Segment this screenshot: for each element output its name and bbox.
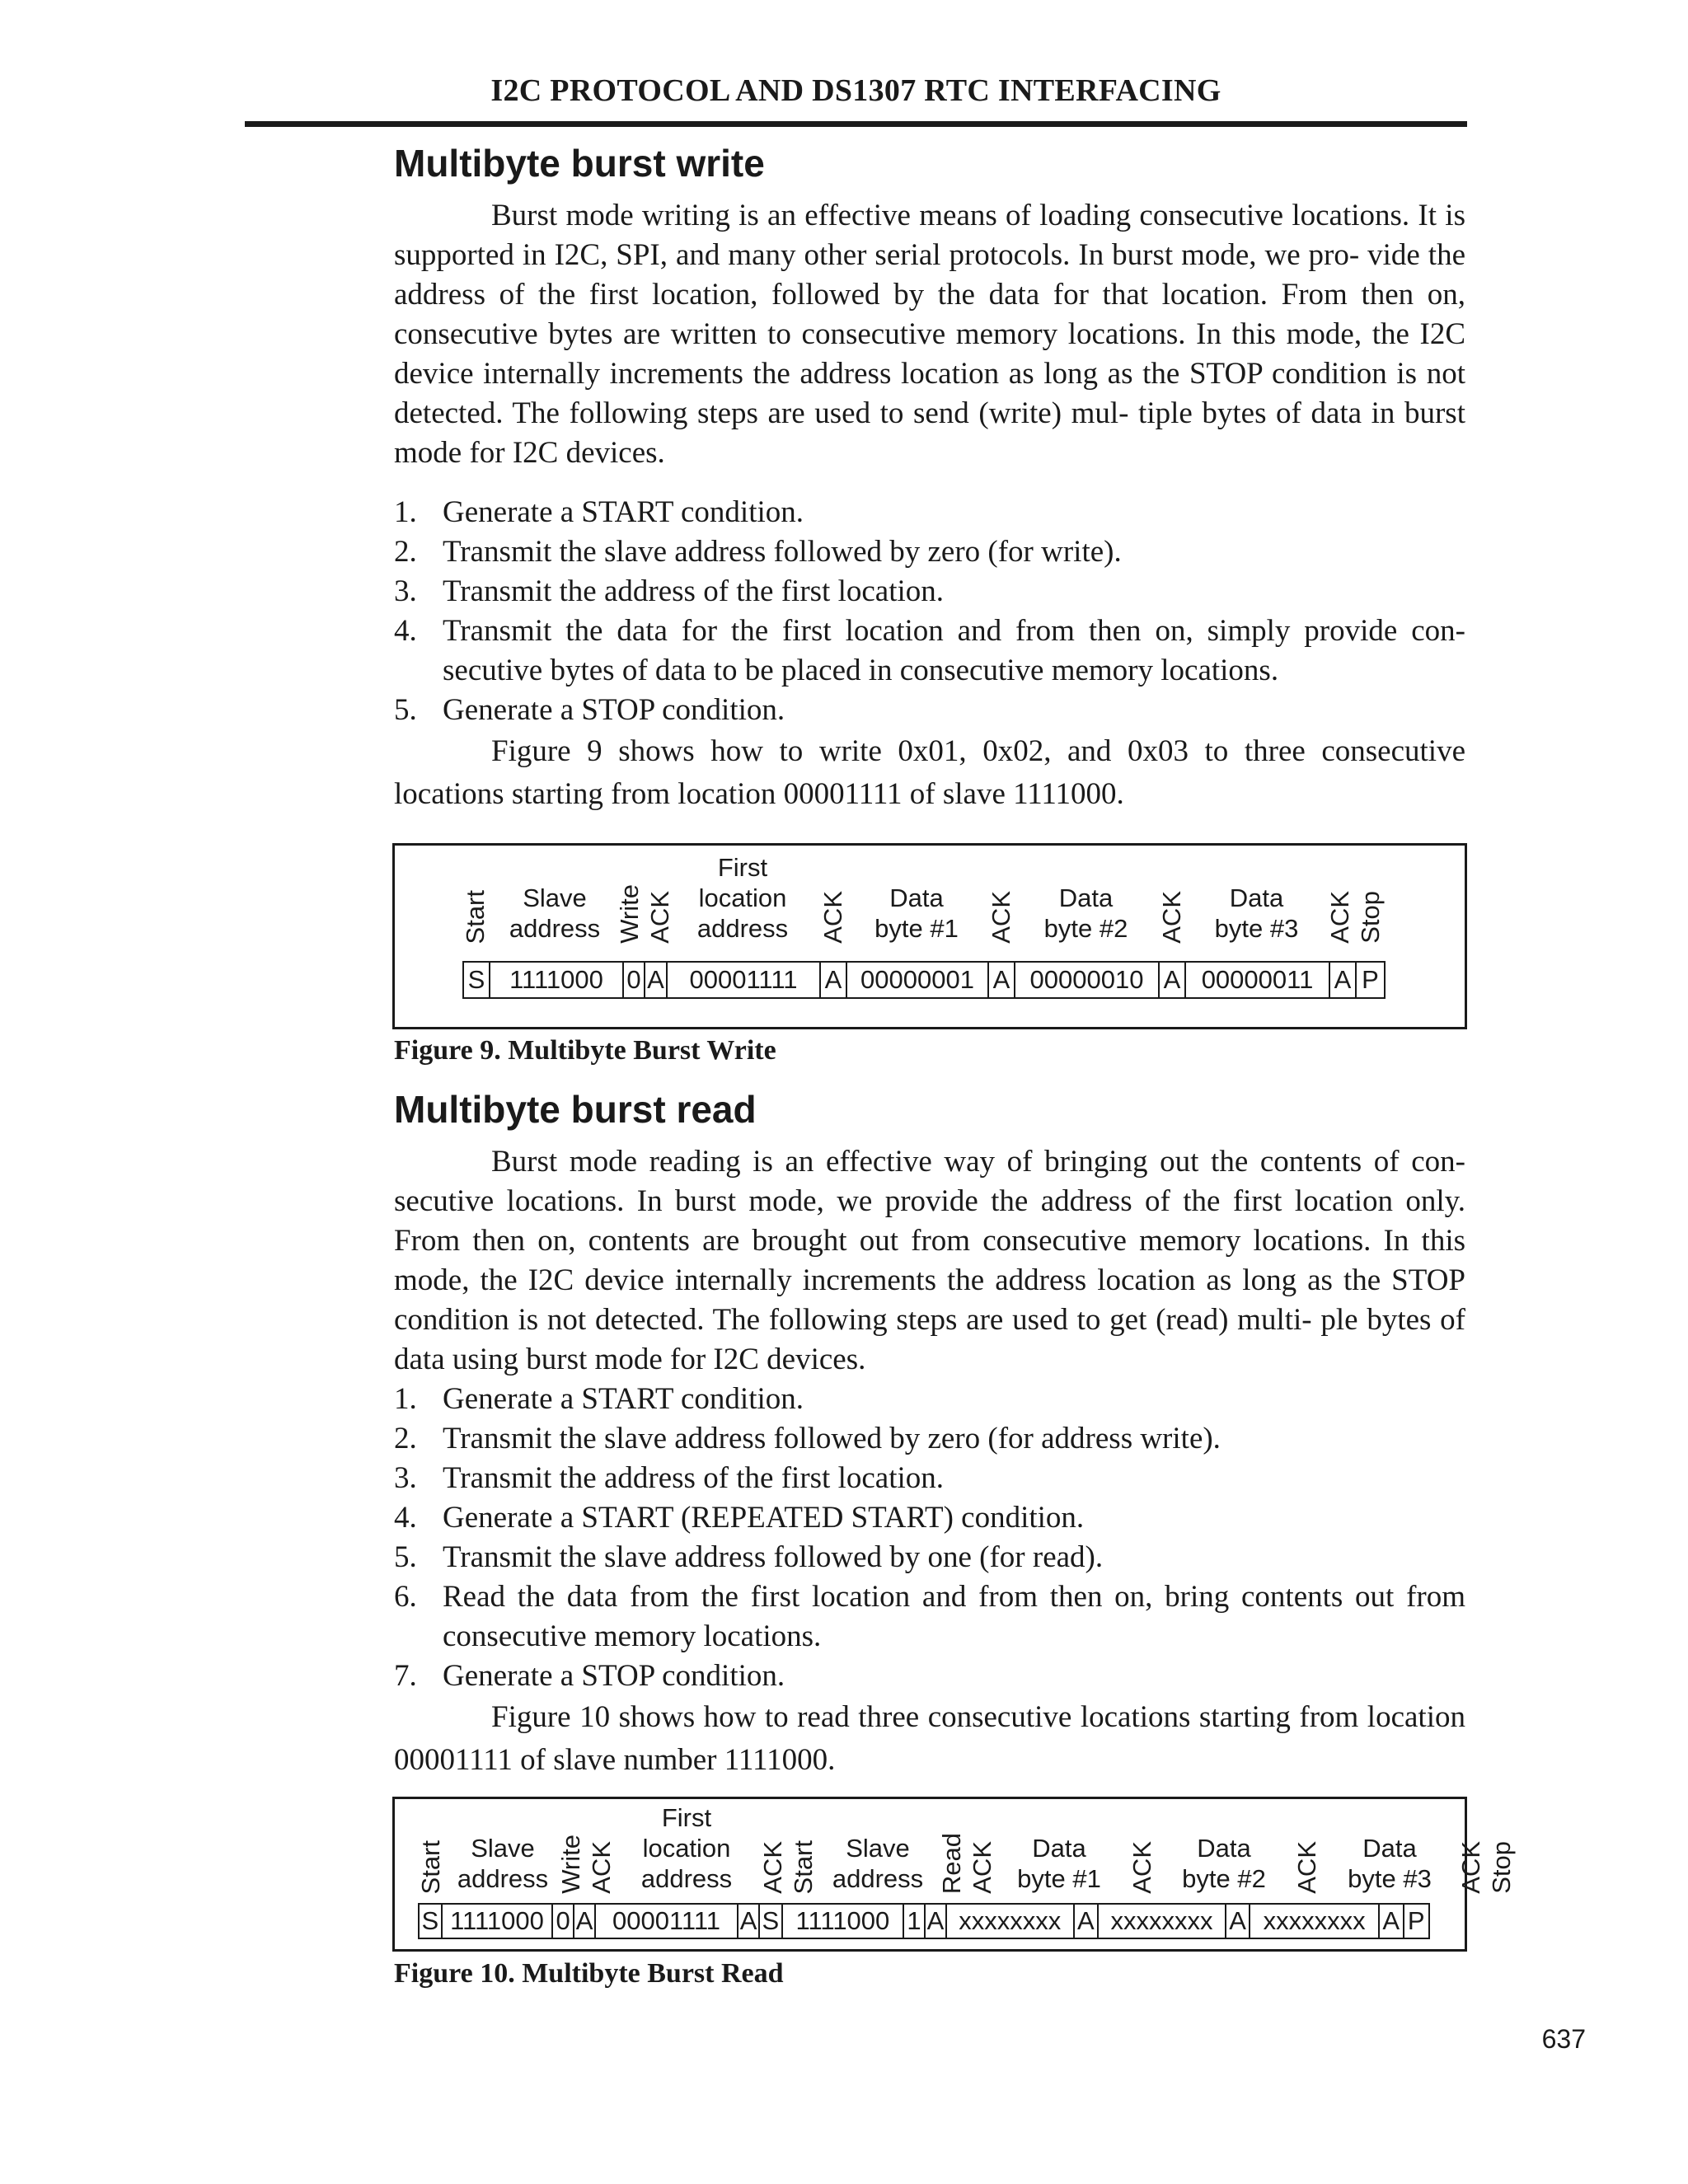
write-figure-ref: Figure 9 shows how to write 0x01, 0x02, and 0x03 to three consecutive locations starting from location 00001111 of slave 1111000. (394, 734, 1465, 811)
list-item: 1. Generate a START condition. (394, 1382, 804, 1416)
cell-ack: A (1226, 1905, 1251, 1938)
list-item: 1. Generate a START condition. (394, 495, 804, 529)
list-item: 4. Generate a START (REPEATED START) condition. (394, 1501, 1085, 1535)
read-figure-ref: Figure 10 shows how to read three consecutive locations starting from location 00001111 of slave number 1111000. (394, 1700, 1465, 1777)
header-first-location: First location address (696, 853, 789, 943)
cell-ack: A (1380, 1905, 1404, 1938)
list-item: 4. Transmit the data for the first location and from then on, simply provide con- secutive bytes of data to be placed in consecutive memory locations. (394, 614, 1465, 687)
list-item: 5. Generate a STOP condition. (394, 693, 785, 727)
cell-data-1: xxxxxxxx (947, 1905, 1075, 1938)
cell-slave-address: 1111000 (443, 1905, 553, 1938)
read-heading: Multibyte burst read (394, 1088, 757, 1131)
header-ack: ACK (1292, 1841, 1321, 1894)
cell-ack: A (738, 1905, 760, 1938)
list-item: 5. Transmit the slave address followed by one (for read). (394, 1540, 1104, 1574)
header-ack: ACK (1156, 891, 1186, 944)
header-ack: ACK (645, 891, 674, 944)
list-item: 2. Transmit the slave address followed by zero (for write). (394, 535, 1122, 569)
cell-data-2: 00000010 (1015, 963, 1160, 997)
cell-write-bit: 0 (553, 1905, 574, 1938)
frame-row (462, 961, 1386, 999)
read-steps (394, 1380, 1465, 1696)
cell-start: S (464, 963, 490, 997)
write-intro: Burst mode writing is an effective means of loading consecutive locations. It is supported in I2C, SPI, and many other serial protocols. In burst mode, we pro- vide the address of the first location, followed by the data for that location. From then on, consecutive bytes are written to consecutive memory locations. In this mode, the I2C device internally increments the address location as long as the STOP condition is not detected. The following steps are used to send (write) mul- tiple bytes of data in burst mode for I2C devices. (394, 199, 1465, 470)
cell-data-1: 00000001 (847, 963, 989, 997)
header-ack: ACK (818, 891, 847, 944)
list-item: 2. Transmit the slave address followed by zero (for address write). (394, 1422, 1221, 1455)
header-slave: Slave address (457, 1834, 549, 1893)
figure-10-caption: Figure 10. Multibyte Burst Read (394, 1958, 784, 1989)
write-steps (394, 493, 1465, 730)
header-ack: ACK (587, 1841, 616, 1894)
cell-write-bit: 0 (624, 963, 645, 997)
header-ack: ACK (1325, 891, 1354, 944)
running-head: I2C PROTOCOL AND DS1307 RTC INTERFACING (490, 73, 1221, 108)
cell-stop: P (1362, 965, 1379, 994)
header-start: Start (460, 889, 490, 944)
list-item: 6. Read the data from the first location and from then on, bring contents out from consecutive memory locations. (394, 1580, 1465, 1653)
cell-slave-address: 1111000 (783, 1905, 904, 1938)
header-slave: Slave address (509, 883, 601, 943)
cell-data-3: 00000011 (1186, 963, 1330, 997)
cell-ack: A (989, 963, 1015, 997)
cell-ack: A (1330, 963, 1357, 997)
list-item: 7. Generate a STOP condition. (394, 1659, 785, 1693)
header-stop: Stop (1356, 891, 1385, 944)
list-item: 3. Transmit the address of the first location. (394, 1461, 945, 1495)
cell-data-3: xxxxxxxx (1250, 1905, 1380, 1938)
header-data-byte-1: Data byte #1 (1017, 1834, 1101, 1893)
header-start: Start (789, 1840, 818, 1894)
header-write: Write (556, 1835, 585, 1894)
cell-start: S (420, 1905, 443, 1938)
cell-location-address: 00001111 (668, 963, 821, 997)
header-write: Write (614, 884, 644, 944)
cell-stop: P (1407, 1906, 1425, 1935)
header-data-byte-2: Data byte #2 (1043, 883, 1128, 943)
cell-ack: A (645, 963, 668, 997)
cell-location-address: 00001111 (596, 1905, 738, 1938)
cell-read-bit: 1 (904, 1905, 926, 1938)
header-ack: ACK (968, 1841, 996, 1894)
cell-ack: A (1160, 963, 1186, 997)
write-section (394, 140, 1465, 816)
header-rule (245, 121, 1467, 127)
header-ack: ACK (758, 1841, 787, 1894)
cell-ack: A (574, 1905, 596, 1938)
cell-slave-address: 1111000 (490, 963, 624, 997)
header-ack: ACK (1127, 1841, 1156, 1894)
header-data-byte-2: Data byte #2 (1182, 1834, 1266, 1893)
header-read: Read (937, 1832, 966, 1894)
figure-9 (392, 843, 1467, 1029)
figure-10 (392, 1797, 1516, 1952)
header-data-byte-3: Data byte #3 (1348, 1834, 1432, 1893)
header-slave: Slave address (832, 1834, 924, 1893)
header-ack: ACK (1456, 1841, 1485, 1894)
header-start: Start (415, 1840, 445, 1894)
frame-row (418, 1903, 1430, 1939)
page-number: 637 (1541, 2024, 1586, 2054)
cell-ack: A (1075, 1905, 1100, 1938)
write-heading: Multibyte burst write (394, 142, 765, 185)
header-first-location: First location address (640, 1803, 733, 1893)
header-data-byte-3: Data byte #3 (1214, 883, 1299, 943)
header-data-byte-1: Data byte #1 (874, 883, 959, 943)
cell-ack: A (821, 963, 847, 997)
read-intro: Burst mode reading is an effective way of bringing out the contents of con- secutive locations. In burst mode, we provide the address of the first location only. From then on, contents are brought out from consecutive memory locations. In this mode, the I2C device internally increments the address location as long as the STOP condition is not detected. The following steps are used to get (read) multi- ple bytes of data using burst mode for I2C devices. (394, 1145, 1465, 1376)
header-stop: Stop (1487, 1841, 1516, 1894)
list-item: 3. Transmit the address of the first location. (394, 574, 945, 608)
read-section (394, 1086, 1465, 1782)
cell-data-2: xxxxxxxx (1099, 1905, 1226, 1938)
figure-9-caption: Figure 9. Multibyte Burst Write (394, 1035, 776, 1066)
cell-start: S (760, 1905, 783, 1938)
cell-ack: A (926, 1905, 947, 1938)
header-ack: ACK (986, 891, 1015, 944)
